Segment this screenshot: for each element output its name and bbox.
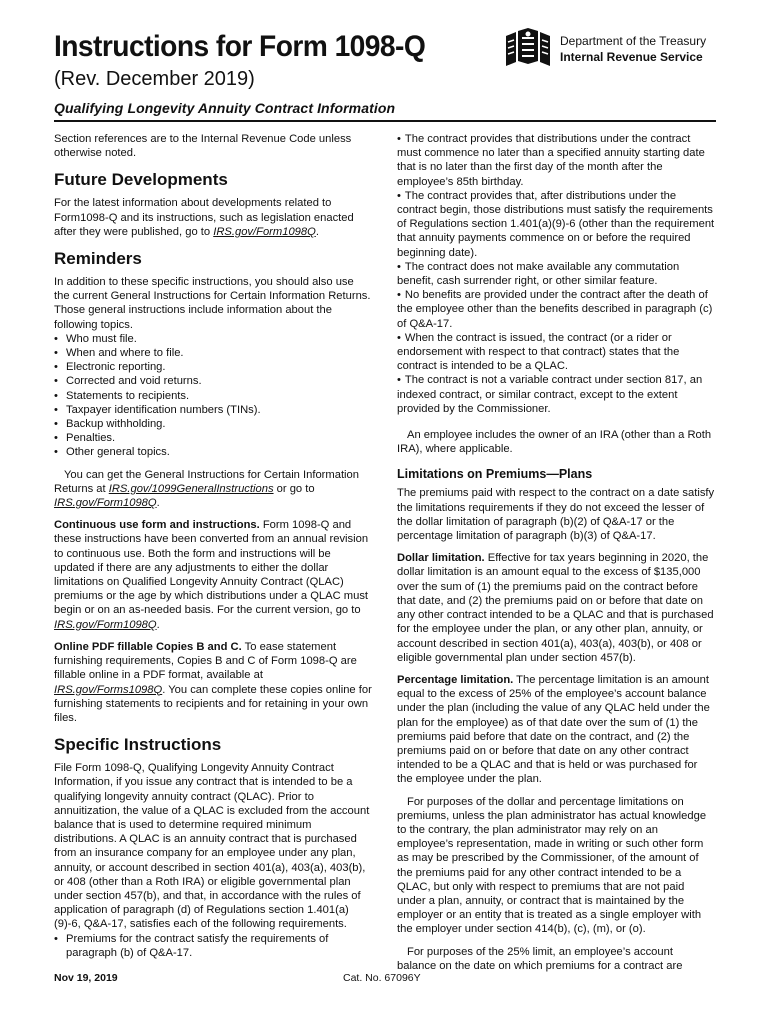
future-link[interactable]: IRS.gov/Form1098Q [213,225,316,238]
general-instructions-link[interactable]: IRS.gov/1099GeneralInstructions [108,482,274,495]
ira-text: An employee includes the owner of an IRA (other than a Roth IRA), where applicable. [397,429,712,456]
agency-irs: Internal Revenue Service [560,50,703,64]
requirements-list [397,132,715,416]
limitations-heading: Limitations on Premiums—Plans [397,467,593,482]
pdf-lead: Online PDF fillable Copies B and C. [54,640,242,653]
reminders-heading: Reminders [54,249,142,269]
list-item: • Penalties. [54,431,372,445]
continuous-text: Form 1098-Q and these instructions have been converted from an annual revision to continuous use. Both the form and instructions will be updated if there are any adjustments to either the dollar limitations on Qualified Longevity Annuity Contract (QLAC) premiums or the age by which distributions under a QLAC must begin or on an as-needed basis. For the current version, go to [54,519,369,617]
list-item: • When and where to file. [54,346,372,360]
footer-cat-number: Cat. No. 67096Y [343,972,421,984]
bullet-text: When the contract is issued, the contract (or a rider or endorsement with respect to that contract) states that the contract is intended to be a QLAC. [397,331,680,373]
bullet-text: No benefits are provided under the contract after the death of the employee other than the benefits described in paragraph (c) of Q&A-17. [397,289,713,330]
percentage-limitation-paragraph [397,673,715,787]
bullet-text: The contract does not make available any commutation benefit, cash surrender right, or other similar feature. [397,260,680,288]
list-item: • Backup withholding. [54,417,372,431]
dollar-text: Effective for tax years beginning in 2020, the dollar limitation is an amount equal to the excess of $135,000 over the sum of (1) the premiums paid on the contract before that date, and (2) the premiums paid on or before that date on any other contract intended to be a QLAC and that is purchased for the employee under the plan, or any other plan, annuity, or account described in section 401(a), 403(a), 403(b), or 408 or eligible governmental plan under section 457(b). [397,552,714,664]
list-item: • No benefits are provided under the contract after the death of the employee other than the benefits described in paragraph (c) of Q&A-17. [397,289,713,330]
specific-instructions-text: File Form 1098-Q, Qualifying Longevity Annuity Contract Information, if you issue any contract that is intended to be a qualifying longevity annuity contract (QLAC). Prior to annuitization, the value of a QLAC is excluded from the account balance that is used to determine required minimum distributions. A QLAC is an annuity contract that is purchased from an insurance company for an employee under any plan, annuity, or account described in section 401(a), 403(a), 403(b), or 408 (other than a Roth IRA) or eligible governmental plan under section 457(b), and that, in accordance with the rules of application of paragraph (d) of Regulations section 1.401(a)(9)-6, Q&A-17, satisfies each of the following requirements. [54,762,370,931]
general-or: or go to [276,482,315,495]
right-column [397,132,715,973]
list-item: • The contract provides that, after distributions under the contract begin, those distributions must satisfy the requirements of Regulations section 1.401(a)(9)-6 (other than the requirement that annuity payments commence on or before the required beginning date). [397,189,715,259]
percent-text: The percentage limitation is an amount equal to the excess of 25% of the employee’s account balance under the plan (including the value of any QLAC held under the plan for the employee) as of that date over the sum of (1) the premiums paid before that date on the contract, and (2) the premiums paid on or before that date on any other contract intended to be a QLAC and that is held or was purchased for the employee under the plan. [397,673,710,786]
future-developments-heading: Future Developments [54,170,228,190]
dollar-lead: Dollar limitation. [397,552,485,565]
specific-bullets [54,932,372,960]
bullet-text: The contract is not a variable contract under section 817, an indexed contract, or similar contract, except to the extent provided by the Commissioner. [397,374,703,415]
list-item: • Statements to recipients. [54,389,372,403]
list-item: • The contract provides that distributions under the contract must commence no later than a specified annuity starting date that is no later than the first day of the month after the employee’s 85th birthday. [397,133,705,188]
specific-instructions-heading: Specific Instructions [54,735,222,755]
dollar-limitation-paragraph [397,551,715,665]
bullet-text: The contract provides that, after distributions under the contract begin, those distributions must satisfy the requirements of Regulations section 1.401(a)(9)-6 (other than the requirement that annuity payments commence on or before the required beginning date). [397,189,715,259]
left-column [54,132,372,968]
header-rule [54,120,716,122]
list-item: • Corrected and void returns. [54,374,372,388]
continuous-link[interactable]: IRS.gov/Form1098Q [54,618,157,631]
continuous-use-paragraph: Continuous use form and instructions. Form 1098-Q and these instructions have been converted from an annual revision to continuous use. Both the form and instructions will be updated if there are any adjustments to either the dollar limitations on Qualified Longevity Annuity Contract (QLAC) premiums or the age by which distributions under a QLAC must begin or on an as-needed basis. For the current version, go to IRS.gov/Form1098Q. [54,519,369,631]
page-title: Instructions for Form 1098-Q [54,30,426,63]
irs-eagle-logo-icon [502,28,554,70]
list-item: • Premiums for the contract satisfy the requirements of paragraph (b) of Q&A-17. [54,932,372,960]
reminders-text: In addition to these specific instructions, you should also use the current General Instructions for Certain Information Returns. Those general instructions include information about the following topics. [54,276,371,331]
limitations-text: The premiums paid with respect to the contract on a date satisfy the limitations requirements if they do not exceed the lesser of the dollar limitation of paragraph (b)(2) of Q&A-17 or the percentage limitation of paragraph (b)(3) of Q&A-17. [397,487,715,543]
pdf-link[interactable]: IRS.gov/Forms1098Q [54,683,163,696]
revision-date: (Rev. December 2019) [54,68,255,90]
list-item: • Electronic reporting. [54,360,372,374]
continuous-lead: Continuous use form and instructions. [54,519,260,532]
footer-date: Nov 19, 2019 [54,972,118,984]
topics-list [54,332,372,460]
pdf-text2: . You can complete these copies online for furnishing statements to recipients and for retaining in your own files. [54,683,372,724]
form-subtitle: Qualifying Longevity Annuity Contract Information [54,100,396,116]
list-item: • Who must file. [54,332,372,346]
list-item: • The contract does not make available any commutation benefit, cash surrender right, or other similar feature. [397,260,680,288]
general-text: You can get the General Instructions for Certain Information Returns at [54,468,359,495]
future-developments-text: For the latest information about developments related to Form1098-Q and its instructions, such as legislation enacted after they were published, go to IRS.gov/Form1098Q. [54,197,354,238]
list-item: • The contract is not a variable contract under section 817, an indexed contract, or similar contract, except to the extent provided by the Commissioner. [397,374,703,415]
agency-block [560,33,706,65]
purposes-25-paragraph: For purposes of the 25% limit, an employee’s account balance on the date on which premiums for a contract are [397,945,683,972]
bullet-text: The contract provides that distributions under the contract must commence no later than a specified annuity starting date that is no later than the first day of the month after the employee’s 85th birthday. [397,133,705,188]
pdf-text: To ease statement furnishing requirements, Copies B and C of Form 1098-Q are fillable online in a PDF format, available at [54,640,357,682]
list-item: • When the contract is issued, the contract (or a rider or endorsement with respect to that contract) states that the contract is intended to be a QLAC. [397,331,680,373]
intro-text: Section references are to the Internal Revenue Code unless otherwise noted. [54,133,352,160]
general-instructions-text: You can get the General Instructions for Certain Information Returns at IRS.gov/1099GeneralInstructions or go to IRS.gov/Form1098Q. [54,468,359,510]
percent-lead: Percentage limitation. [397,673,514,686]
list-item: • Other general topics. [54,445,372,459]
purposes-paragraph: For purposes of the dollar and percentage limitations on premiums, unless the plan administrator has actual knowledge to the contrary, the plan administrator may rely on an employee’s representation, made in writing or such other form as may be prescribed by the Commissioner, of the amount of the premiums paid for any other contract intended to be a QLAC, but only with respect to premiums that are not paid under a plan, annuity, or contract that is maintained by the employer or an entity that is treated as a single employer with the employer under section 414(b), (c), (m), or (o). [397,795,707,936]
agency-department: Department of the Treasury [560,34,707,48]
pdf-fillable-paragraph [54,640,372,725]
future-text: For the latest information about developments related to Form1098-Q and its instructions, such as legislation enacted after they were published, go to [54,197,354,238]
list-item: • Taxpayer identification numbers (TINs). [54,403,372,417]
form-link[interactable]: IRS.gov/Form1098Q [54,497,157,510]
